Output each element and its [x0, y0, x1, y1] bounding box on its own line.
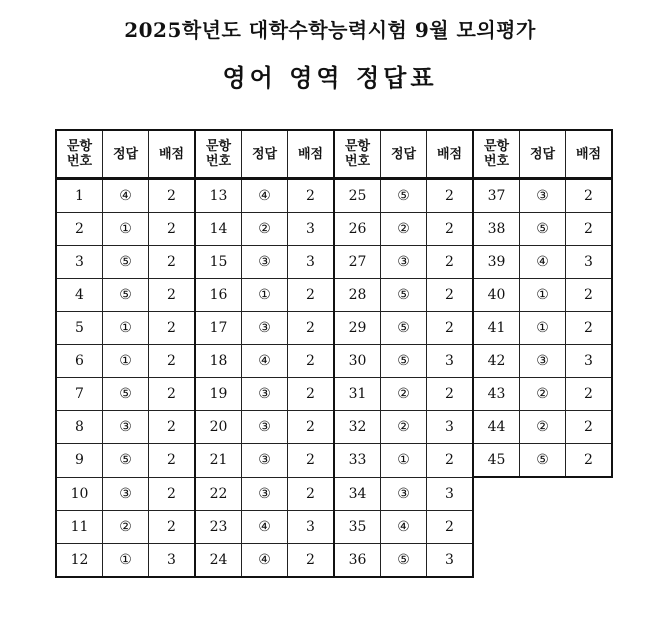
question-number-cell: 12 — [56, 543, 103, 577]
answer-cell: ③ — [381, 246, 427, 279]
score-cell: 2 — [566, 312, 613, 345]
answer-cell: ⑤ — [103, 378, 149, 411]
answer-cell: ⑤ — [381, 345, 427, 378]
answer-cell: ③ — [103, 477, 149, 510]
answer-cell: ① — [520, 312, 566, 345]
question-number-cell: 6 — [56, 345, 103, 378]
answer-cell: ④ — [242, 179, 288, 213]
answer-cell: ① — [103, 213, 149, 246]
question-number-cell: 43 — [473, 378, 520, 411]
score-cell: 2 — [149, 378, 196, 411]
table-row — [56, 411, 612, 444]
answer-cell: ⑤ — [103, 444, 149, 478]
score-cell: 3 — [427, 411, 474, 444]
question-number-cell: 8 — [56, 411, 103, 444]
answer-cell: ③ — [242, 444, 288, 478]
score-cell: 2 — [288, 179, 335, 213]
table-row — [56, 510, 612, 543]
table-row — [56, 378, 612, 411]
answer-cell: ③ — [242, 411, 288, 444]
header-question-number: 문항 번호 — [195, 130, 242, 179]
page-title: 2025학년도 대학수학능력시험 9월 모의평가 — [124, 18, 536, 42]
question-number-cell: 35 — [334, 510, 381, 543]
score-cell: 3 — [566, 246, 613, 279]
score-cell: 2 — [149, 179, 196, 213]
answer-cell: ① — [381, 444, 427, 478]
score-cell: 3 — [149, 543, 196, 577]
question-number-cell: 39 — [473, 246, 520, 279]
score-cell: 2 — [288, 543, 335, 577]
question-number-cell: 7 — [56, 378, 103, 411]
table-header-row — [56, 130, 612, 179]
score-cell: 2 — [288, 477, 335, 510]
header-score: 배점 — [566, 130, 613, 179]
answer-cell: ⑤ — [103, 246, 149, 279]
score-cell: 2 — [427, 444, 474, 478]
question-number-cell: 19 — [195, 378, 242, 411]
question-number-cell: 22 — [195, 477, 242, 510]
header-score: 배점 — [288, 130, 335, 179]
score-cell: 2 — [427, 246, 474, 279]
question-number-cell: 11 — [56, 510, 103, 543]
question-number-cell: 38 — [473, 213, 520, 246]
question-number-cell: 30 — [334, 345, 381, 378]
question-number-cell: 40 — [473, 279, 520, 312]
question-number-cell: 32 — [334, 411, 381, 444]
score-cell: 2 — [427, 510, 474, 543]
header-question-number: 문항 번호 — [473, 130, 520, 179]
question-number-cell: 31 — [334, 378, 381, 411]
empty-cell — [473, 543, 520, 577]
question-number-cell: 45 — [473, 444, 520, 478]
answer-cell: ① — [520, 279, 566, 312]
question-number-cell: 20 — [195, 411, 242, 444]
score-cell: 2 — [566, 411, 613, 444]
answer-cell: ③ — [242, 312, 288, 345]
table-row — [56, 543, 612, 577]
score-cell: 2 — [427, 179, 474, 213]
score-cell: 2 — [288, 345, 335, 378]
question-number-cell: 4 — [56, 279, 103, 312]
answer-cell: ③ — [242, 378, 288, 411]
header-question-number: 문항 번호 — [334, 130, 381, 179]
question-number-cell: 5 — [56, 312, 103, 345]
answer-cell: ③ — [103, 411, 149, 444]
answer-cell: ③ — [242, 246, 288, 279]
question-number-cell: 9 — [56, 444, 103, 478]
question-number-cell: 41 — [473, 312, 520, 345]
header-score: 배점 — [149, 130, 196, 179]
score-cell: 2 — [149, 444, 196, 478]
answer-table — [55, 129, 613, 578]
answer-cell: ③ — [520, 345, 566, 378]
question-number-cell: 18 — [195, 345, 242, 378]
answer-cell: ③ — [242, 477, 288, 510]
table-row — [56, 179, 612, 213]
header-question-number: 문항 번호 — [56, 130, 103, 179]
score-cell: 2 — [288, 444, 335, 478]
empty-cell — [566, 477, 613, 510]
table-row — [56, 246, 612, 279]
page-subtitle: 영어 영역 정답표 — [222, 63, 438, 92]
score-cell: 3 — [566, 345, 613, 378]
score-cell: 3 — [427, 345, 474, 378]
answer-cell: ⑤ — [520, 213, 566, 246]
question-number-cell: 29 — [334, 312, 381, 345]
question-number-cell: 42 — [473, 345, 520, 378]
empty-cell — [520, 510, 566, 543]
score-cell: 2 — [149, 345, 196, 378]
answer-cell: ③ — [381, 477, 427, 510]
answer-cell: ② — [520, 411, 566, 444]
score-cell: 2 — [427, 213, 474, 246]
score-cell: 2 — [288, 411, 335, 444]
empty-cell — [566, 543, 613, 577]
question-number-cell: 2 — [56, 213, 103, 246]
question-number-cell: 44 — [473, 411, 520, 444]
question-number-cell: 15 — [195, 246, 242, 279]
empty-cell — [473, 510, 520, 543]
score-cell: 2 — [149, 213, 196, 246]
table-row — [56, 345, 612, 378]
question-number-cell: 16 — [195, 279, 242, 312]
question-number-cell: 13 — [195, 179, 242, 213]
empty-cell — [520, 477, 566, 510]
answer-cell: ⑤ — [381, 279, 427, 312]
score-cell: 3 — [288, 213, 335, 246]
question-number-cell: 3 — [56, 246, 103, 279]
answer-cell: ⑤ — [520, 444, 566, 478]
answer-cell: ② — [381, 378, 427, 411]
score-cell: 2 — [288, 378, 335, 411]
answer-cell: ⑤ — [381, 312, 427, 345]
empty-cell — [520, 543, 566, 577]
score-cell: 2 — [288, 312, 335, 345]
question-number-cell: 10 — [56, 477, 103, 510]
answer-cell: ④ — [381, 510, 427, 543]
answer-cell: ⑤ — [103, 279, 149, 312]
question-number-cell: 33 — [334, 444, 381, 478]
answer-cell: ⑤ — [381, 179, 427, 213]
score-cell: 2 — [149, 279, 196, 312]
answer-cell: ④ — [242, 510, 288, 543]
answer-cell: ③ — [520, 179, 566, 213]
answer-cell: ④ — [520, 246, 566, 279]
question-number-cell: 37 — [473, 179, 520, 213]
score-cell: 2 — [427, 279, 474, 312]
question-number-cell: 36 — [334, 543, 381, 577]
question-number-cell: 28 — [334, 279, 381, 312]
answer-cell: ① — [103, 312, 149, 345]
score-cell: 2 — [149, 246, 196, 279]
table-row — [56, 213, 612, 246]
question-number-cell: 26 — [334, 213, 381, 246]
answer-cell: ④ — [242, 543, 288, 577]
question-number-cell: 27 — [334, 246, 381, 279]
answer-cell: ② — [242, 213, 288, 246]
answer-cell: ④ — [103, 179, 149, 213]
score-cell: 2 — [427, 378, 474, 411]
header-answer: 정답 — [381, 130, 427, 179]
empty-cell — [473, 477, 520, 510]
score-cell: 2 — [149, 477, 196, 510]
score-cell: 3 — [427, 477, 474, 510]
question-number-cell: 25 — [334, 179, 381, 213]
answer-cell: ④ — [242, 345, 288, 378]
header-answer: 정답 — [520, 130, 566, 179]
table-row — [56, 444, 612, 478]
score-cell: 2 — [566, 444, 613, 478]
answer-cell: ① — [103, 345, 149, 378]
question-number-cell: 24 — [195, 543, 242, 577]
table-row — [56, 312, 612, 345]
answer-cell: ① — [103, 543, 149, 577]
question-number-cell: 34 — [334, 477, 381, 510]
score-cell: 2 — [566, 378, 613, 411]
empty-cell — [566, 510, 613, 543]
score-cell: 2 — [427, 312, 474, 345]
header-answer: 정답 — [242, 130, 288, 179]
table-row — [56, 477, 612, 510]
score-cell: 2 — [566, 279, 613, 312]
answer-cell: ② — [103, 510, 149, 543]
score-cell: 2 — [566, 213, 613, 246]
score-cell: 3 — [288, 246, 335, 279]
question-number-cell: 17 — [195, 312, 242, 345]
question-number-cell: 1 — [56, 179, 103, 213]
score-cell: 2 — [288, 279, 335, 312]
answer-cell: ① — [242, 279, 288, 312]
answer-cell: ② — [381, 213, 427, 246]
header-answer: 정답 — [103, 130, 149, 179]
score-cell: 3 — [427, 543, 474, 577]
score-cell: 3 — [288, 510, 335, 543]
score-cell: 2 — [149, 411, 196, 444]
question-number-cell: 21 — [195, 444, 242, 478]
answer-cell: ② — [520, 378, 566, 411]
table-row — [56, 279, 612, 312]
answer-cell: ② — [381, 411, 427, 444]
header-score: 배점 — [427, 130, 474, 179]
answer-cell: ⑤ — [381, 543, 427, 577]
score-cell: 2 — [149, 510, 196, 543]
score-cell: 2 — [566, 179, 613, 213]
question-number-cell: 23 — [195, 510, 242, 543]
question-number-cell: 14 — [195, 213, 242, 246]
score-cell: 2 — [149, 312, 196, 345]
